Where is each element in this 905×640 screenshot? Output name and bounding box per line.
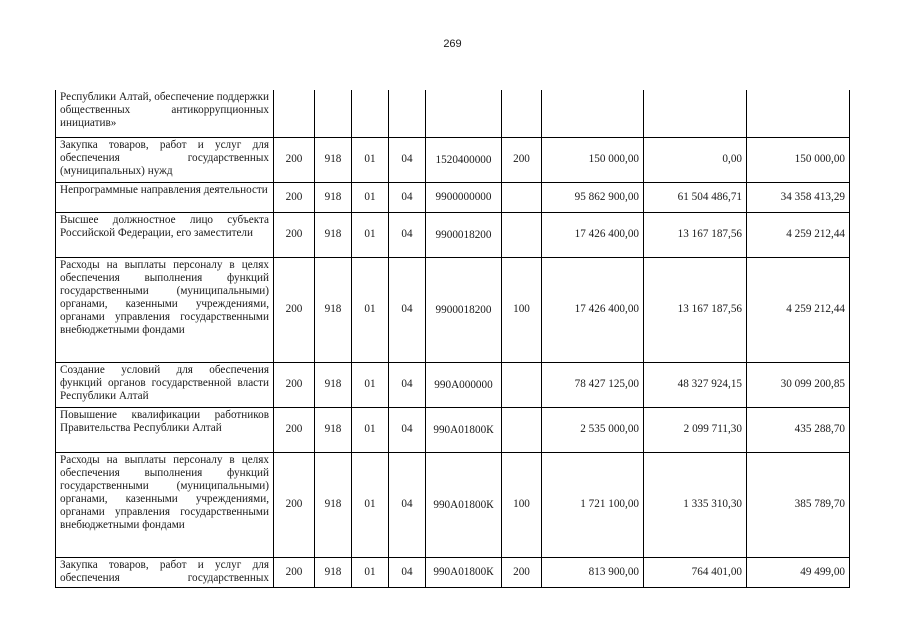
planned-amount-cell: 1 721 100,00 — [542, 452, 644, 557]
table-row — [56, 212, 850, 257]
section-code-cell: 01 — [352, 182, 389, 212]
planned-amount-cell: 95 862 900,00 — [542, 182, 644, 212]
target-article-cell: 9900018200 — [426, 212, 502, 257]
subsection-code-cell: 04 — [389, 137, 426, 182]
budget-table — [55, 90, 850, 588]
row-name-cell: Закупка товаров, работ и услуг для обеспечения государственных (муниципальных) нужд — [56, 137, 274, 182]
remaining-amount-cell: 4 259 212,44 — [747, 212, 850, 257]
table-row — [56, 362, 850, 407]
executed-amount-cell — [644, 90, 747, 137]
expense-type-cell: 200 — [502, 137, 542, 182]
row-name-cell: Республики Алтай, обеспечение поддержки общественных антикоррупционных инициатив» — [56, 90, 274, 137]
expense-type-cell — [502, 90, 542, 137]
remaining-amount-cell: 4 259 212,44 — [747, 257, 850, 362]
target-article-cell — [426, 90, 502, 137]
row-name-cell: Повышение квалификации работников Правительства Республики Алтай — [56, 407, 274, 452]
executed-amount-cell: 61 504 486,71 — [644, 182, 747, 212]
target-article-cell: 9900018200 — [426, 257, 502, 362]
admin-code-cell: 200 — [274, 407, 315, 452]
ministry-code-cell: 918 — [315, 362, 352, 407]
remaining-amount-cell: 150 000,00 — [747, 137, 850, 182]
table-row — [56, 182, 850, 212]
admin-code-cell: 200 — [274, 137, 315, 182]
remaining-amount-cell: 435 288,70 — [747, 407, 850, 452]
section-code-cell: 01 — [352, 452, 389, 557]
section-code-cell: 01 — [352, 407, 389, 452]
subsection-code-cell — [389, 90, 426, 137]
admin-code-cell: 200 — [274, 182, 315, 212]
planned-amount-cell — [542, 90, 644, 137]
ministry-code-cell — [315, 90, 352, 137]
ministry-code-cell: 918 — [315, 182, 352, 212]
section-code-cell: 01 — [352, 362, 389, 407]
ministry-code-cell: 918 — [315, 557, 352, 587]
subsection-code-cell: 04 — [389, 212, 426, 257]
expense-type-cell — [502, 212, 542, 257]
planned-amount-cell: 17 426 400,00 — [542, 212, 644, 257]
subsection-code-cell: 04 — [389, 182, 426, 212]
table-row — [56, 257, 850, 362]
ministry-code-cell: 918 — [315, 407, 352, 452]
remaining-amount-cell: 34 358 413,29 — [747, 182, 850, 212]
executed-amount-cell: 13 167 187,56 — [644, 212, 747, 257]
table-row — [56, 90, 850, 137]
planned-amount-cell: 2 535 000,00 — [542, 407, 644, 452]
expense-type-cell — [502, 407, 542, 452]
target-article-cell: 990А01800К — [426, 557, 502, 587]
admin-code-cell: 200 — [274, 452, 315, 557]
admin-code-cell: 200 — [274, 557, 315, 587]
admin-code-cell: 200 — [274, 362, 315, 407]
table-row — [56, 557, 850, 587]
ministry-code-cell: 918 — [315, 452, 352, 557]
expense-type-cell: 100 — [502, 257, 542, 362]
admin-code-cell: 200 — [274, 257, 315, 362]
executed-amount-cell: 2 099 711,30 — [644, 407, 747, 452]
table-row — [56, 452, 850, 557]
table-row — [56, 407, 850, 452]
expense-type-cell — [502, 362, 542, 407]
subsection-code-cell: 04 — [389, 557, 426, 587]
remaining-amount-cell — [747, 90, 850, 137]
target-article-cell: 990А000000 — [426, 362, 502, 407]
remaining-amount-cell: 385 789,70 — [747, 452, 850, 557]
executed-amount-cell: 764 401,00 — [644, 557, 747, 587]
executed-amount-cell: 13 167 187,56 — [644, 257, 747, 362]
executed-amount-cell: 0,00 — [644, 137, 747, 182]
subsection-code-cell: 04 — [389, 407, 426, 452]
row-name-cell: Закупка товаров, работ и услуг для обеспечения государственных — [56, 557, 274, 587]
admin-code-cell: 200 — [274, 212, 315, 257]
ministry-code-cell: 918 — [315, 257, 352, 362]
ministry-code-cell: 918 — [315, 212, 352, 257]
target-article-cell: 1520400000 — [426, 137, 502, 182]
planned-amount-cell: 17 426 400,00 — [542, 257, 644, 362]
table-row — [56, 137, 850, 182]
planned-amount-cell: 150 000,00 — [542, 137, 644, 182]
expense-type-cell: 100 — [502, 452, 542, 557]
expense-type-cell — [502, 182, 542, 212]
row-name-cell: Расходы на выплаты персоналу в целях обеспечения выполнения функций государственными (муниципальными) органами, казенными учреждениями, органами управления государственными внебюджетными фондами — [56, 257, 274, 362]
section-code-cell: 01 — [352, 137, 389, 182]
target-article-cell: 9900000000 — [426, 182, 502, 212]
ministry-code-cell: 918 — [315, 137, 352, 182]
row-name-cell: Непрограммные направления деятельности — [56, 182, 274, 212]
subsection-code-cell: 04 — [389, 257, 426, 362]
expense-type-cell: 200 — [502, 557, 542, 587]
section-code-cell — [352, 90, 389, 137]
planned-amount-cell: 78 427 125,00 — [542, 362, 644, 407]
row-name-cell: Расходы на выплаты персоналу в целях обеспечения выполнения функций государственными (муниципальными) органами, казенными учреждениями, органами управления государственными внебюджетными фондами — [56, 452, 274, 557]
section-code-cell: 01 — [352, 212, 389, 257]
planned-amount-cell: 813 900,00 — [542, 557, 644, 587]
admin-code-cell — [274, 90, 315, 137]
target-article-cell: 990А01800К — [426, 452, 502, 557]
section-code-cell: 01 — [352, 257, 389, 362]
subsection-code-cell: 04 — [389, 362, 426, 407]
remaining-amount-cell: 49 499,00 — [747, 557, 850, 587]
executed-amount-cell: 48 327 924,15 — [644, 362, 747, 407]
section-code-cell: 01 — [352, 557, 389, 587]
row-name-cell: Создание условий для обеспечения функций органов государственной власти Республики Алтай — [56, 362, 274, 407]
remaining-amount-cell: 30 099 200,85 — [747, 362, 850, 407]
row-name-cell: Высшее должностное лицо субъекта Российской Федерации, его заместители — [56, 212, 274, 257]
subsection-code-cell: 04 — [389, 452, 426, 557]
executed-amount-cell: 1 335 310,30 — [644, 452, 747, 557]
target-article-cell: 990А01800К — [426, 407, 502, 452]
page-number: 269 — [443, 38, 462, 50]
